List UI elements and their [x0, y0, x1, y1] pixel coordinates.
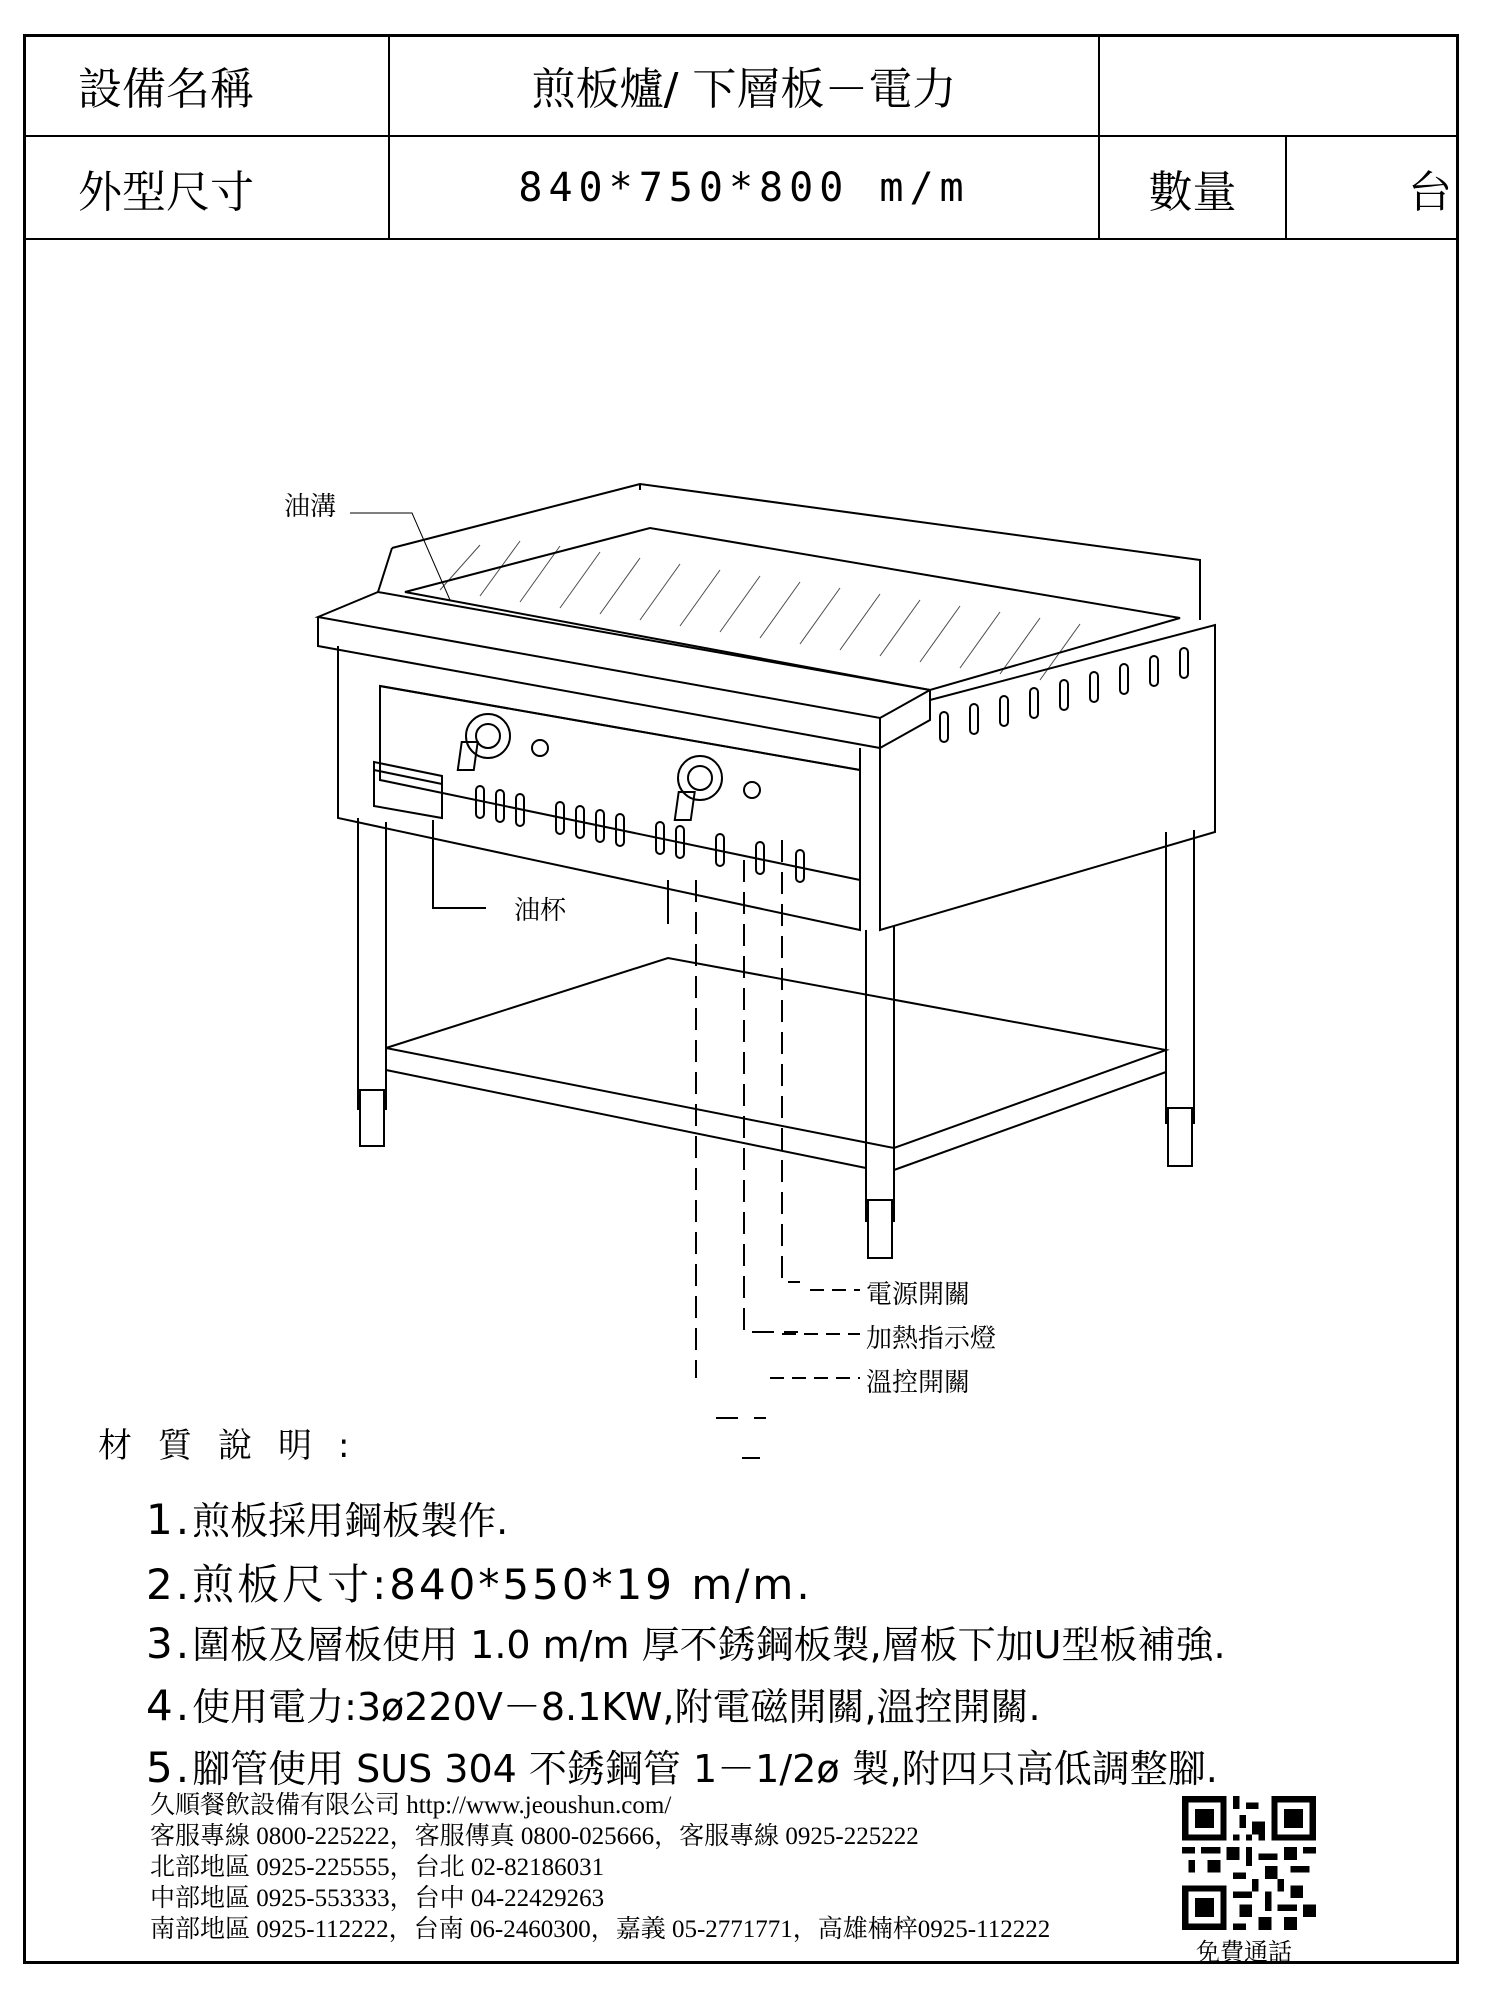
callout-oil-cup: 油杯 [514, 896, 567, 926]
quantity-label: 數量 [1148, 166, 1237, 218]
company-line: 南部地區 0925-112222，台南 06-2460300，嘉義 05-2771771，高雄楠梓0925-112222 [150, 1916, 1051, 1943]
company-line: 久順餐飲設備有限公司 http://www.jeoushun.com/ [150, 1792, 672, 1819]
dimensions-label: 外型尺寸 [78, 166, 254, 218]
company-contact [150, 1790, 1050, 1945]
equipment-name-label: 設備名稱 [78, 63, 254, 115]
material-note: 5.腳管使用 SUS 304 不銹鋼管 1－1/2ø 製,附四只高低調整腳. [146, 1743, 1218, 1792]
callout-heat-indicator: 加熱指示燈 [866, 1324, 997, 1354]
unit-label: 台 [1408, 166, 1452, 218]
materials-title: 材質說明: [98, 1426, 376, 1466]
material-note: 1.煎板採用鋼板製作. [146, 1495, 509, 1544]
equipment-name-value: 煎板爐/ 下層板－電力 [531, 63, 957, 115]
callout-power-switch: 電源開關 [866, 1280, 971, 1310]
dimensions-value: 840*750*800 m/m [518, 164, 970, 211]
material-note: 4.使用電力:3ø220V－8.1KW,附電磁開關,溫控開關. [146, 1681, 1041, 1730]
company-line: 中部地區 0925-553333，台中 04-22429263 [150, 1885, 605, 1912]
qr-label: 免費通話 [1196, 1940, 1292, 1966]
company-line: 北部地區 0925-225555，台北 02-82186031 [150, 1854, 605, 1881]
material-note: 2.煎板尺寸:840*550*19 m/m. [146, 1560, 813, 1609]
material-note: 3.圍板及層板使用 1.0 m/m 厚不銹鋼板製,層板下加U型板補強. [146, 1619, 1226, 1668]
qr-code-icon[interactable] [1182, 1796, 1316, 1930]
company-line: 客服專線 0800-225222，客服傳真 0800-025666，客服專線 0925-225222 [150, 1823, 919, 1850]
callout-temp-switch: 溫控開關 [866, 1368, 971, 1398]
callout-oil-groove: 油溝 [284, 492, 337, 522]
